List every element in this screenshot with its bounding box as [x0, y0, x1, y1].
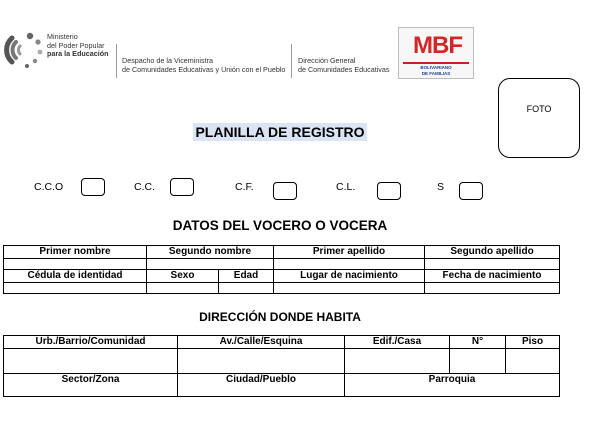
ministry-name	[47, 33, 109, 59]
input-edad[interactable]	[219, 283, 274, 294]
header-divider	[116, 44, 117, 78]
ministry-line-1: Ministerio	[47, 32, 78, 41]
col-edad: Edad	[219, 270, 274, 283]
col-piso: Piso	[506, 336, 560, 349]
col-fecha-nacimiento: Fecha de nacimiento	[425, 270, 560, 283]
col-segundo-apellido: Segundo apellido	[425, 246, 560, 259]
input-avenida[interactable]	[178, 349, 345, 374]
direction-line-2: de Comunidades Educativas	[298, 64, 390, 74]
direccion-section-title: DIRECCIÓN DONDE HABITA	[199, 310, 361, 324]
col-segundo-nombre: Segundo nombre	[147, 246, 274, 259]
vocero-input-row-2	[4, 283, 560, 294]
input-piso[interactable]	[506, 349, 560, 374]
ministry-line-3: para la Educación	[47, 49, 109, 59]
vocero-table	[3, 245, 560, 294]
col-ciudad[interactable]: Ciudad/Pueblo	[178, 374, 345, 397]
photo-box[interactable]	[498, 78, 580, 158]
col-cedula: Cédula de identidad	[4, 270, 147, 283]
direccion-header-row-1	[4, 336, 560, 349]
input-segundo-apellido[interactable]	[425, 259, 560, 270]
vice-ministry-name	[122, 57, 285, 74]
col-lugar-nacimiento: Lugar de nacimiento	[274, 270, 425, 283]
col-numero: N°	[450, 336, 506, 349]
input-segundo-nombre[interactable]	[147, 259, 274, 270]
input-primer-nombre[interactable]	[4, 259, 147, 270]
mbf-logo-stripe	[403, 62, 469, 64]
mbf-logo-word: MBF	[413, 32, 462, 59]
col-urbanizacion: Urb./Barrio/Comunidad	[4, 336, 178, 349]
mbf-logo-line-1: BOLIVARIANO	[420, 65, 452, 70]
option-label-cco: C.C.O	[34, 181, 64, 193]
mbf-logo-line-2: DE FAMILIAS	[421, 71, 451, 76]
photo-label: FOTO	[526, 104, 552, 114]
input-primer-apellido[interactable]	[274, 259, 425, 270]
col-sector[interactable]: Sector/Zona	[4, 374, 178, 397]
input-edificio[interactable]	[345, 349, 450, 374]
option-label-s: S	[437, 181, 445, 193]
option-checkbox-cf[interactable]	[273, 182, 297, 200]
direction-name	[298, 57, 390, 74]
vocero-header-row-1	[4, 246, 560, 259]
input-urbanizacion[interactable]	[4, 349, 178, 374]
vice-ministry-line-2: de Comunidades Educativas y Unión con el Pueblo	[122, 64, 286, 74]
input-lugar-nacimiento[interactable]	[274, 283, 425, 294]
input-sexo[interactable]	[147, 283, 219, 294]
ministry-line-2: del Poder Popular	[47, 40, 105, 50]
option-checkbox-s[interactable]	[459, 182, 483, 200]
direction-line-1: Dirección General	[298, 56, 356, 65]
input-numero[interactable]	[450, 349, 506, 374]
col-primer-nombre: Primer nombre	[4, 246, 147, 259]
page-title	[0, 124, 560, 142]
option-label-cc: C.C.	[134, 181, 155, 193]
option-label-cl: C.L.	[336, 181, 356, 193]
option-checkbox-cco[interactable]	[81, 178, 105, 196]
option-checkbox-cl[interactable]	[377, 182, 401, 200]
direccion-input-row-1	[4, 349, 560, 374]
header-divider	[291, 44, 292, 78]
input-cedula[interactable]	[4, 283, 147, 294]
col-edificio: Edif./Casa	[345, 336, 450, 349]
vocero-header-row-2	[4, 270, 560, 283]
vocero-section-title: DATOS DEL VOCERO O VOCERA	[172, 218, 388, 233]
col-avenida: Av./Calle/Esquina	[178, 336, 345, 349]
option-label-cf: C.F.	[235, 181, 254, 193]
col-primer-apellido: Primer apellido	[274, 246, 425, 259]
vocero-input-row-1	[4, 259, 560, 270]
direccion-table	[3, 335, 560, 397]
col-parroquia[interactable]: Parroquia	[345, 374, 560, 397]
mbf-logo	[398, 27, 474, 79]
direccion-row-2	[4, 374, 560, 397]
option-checkbox-cc[interactable]	[170, 178, 194, 196]
ministry-logo-icon	[4, 28, 46, 72]
page-title-text: PLANILLA DE REGISTRO	[195, 124, 365, 140]
vice-ministry-line-1: Despacho de la Viceministra	[122, 56, 213, 65]
col-sexo: Sexo	[147, 270, 219, 283]
input-fecha-nacimiento[interactable]	[425, 283, 560, 294]
